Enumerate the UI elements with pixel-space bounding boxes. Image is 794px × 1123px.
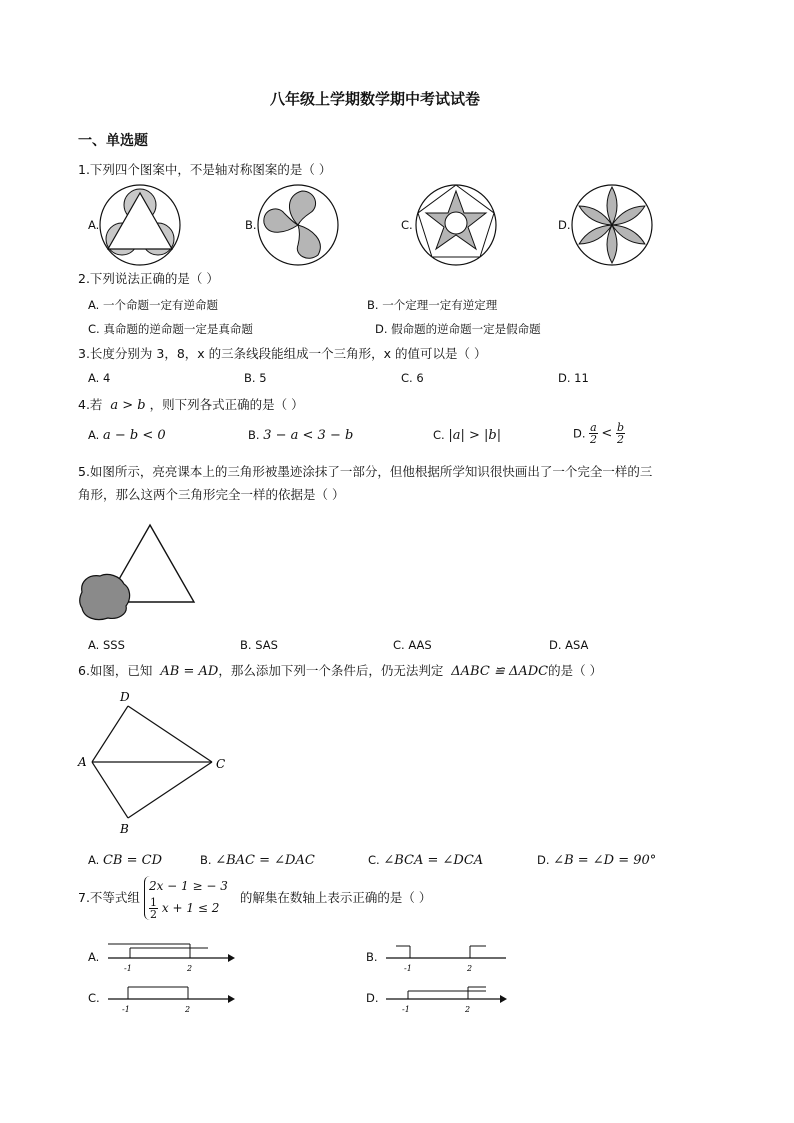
q4-option-b-label: B. bbox=[248, 428, 260, 442]
q4-option-d bbox=[573, 422, 625, 445]
q3-stem: 3.长度分别为 3，8，x 的三条线段能组成一个三角形，x 的值可以是（ ） bbox=[78, 346, 487, 361]
q6-stem-suffix: 的是（ ） bbox=[548, 663, 603, 678]
q3-option-c: C. 6 bbox=[401, 371, 424, 385]
q4-option-c-label: C. bbox=[433, 428, 445, 442]
q5-stem-line2: 角形，那么这两个三角形完全一样的依据是（ ） bbox=[78, 487, 345, 502]
less-than-sign: < bbox=[601, 426, 613, 441]
tick-label-2: 2 bbox=[467, 964, 473, 973]
q1-figure-a bbox=[98, 183, 182, 267]
q7-inequality-2-rest: x + 1 ≤ 2 bbox=[161, 901, 220, 915]
tick-label-neg1: -1 bbox=[402, 1005, 410, 1014]
frac-numerator: b bbox=[616, 421, 624, 434]
q6-stem-prefix: 6.如图，已知 bbox=[78, 663, 153, 678]
q1-figure-b bbox=[256, 183, 340, 267]
q7-number-line-d bbox=[382, 981, 514, 1015]
q7-option-a-label: A. bbox=[88, 950, 100, 964]
page-title: 八年级上学期数学期中考试试卷 bbox=[270, 90, 481, 108]
q1-stem: 1.下列四个图案中，不是轴对称图案的是（ ） bbox=[78, 162, 332, 177]
tick-label-neg1: -1 bbox=[122, 1005, 130, 1014]
q7-number-line-c bbox=[104, 981, 236, 1015]
tick-label-2: 2 bbox=[185, 1005, 191, 1014]
q7-number-line-a bbox=[104, 940, 236, 974]
q4-stem bbox=[78, 396, 304, 415]
q7-inequality-system bbox=[144, 876, 228, 920]
q4-option-a bbox=[88, 428, 166, 443]
tick-label-neg1: -1 bbox=[124, 964, 132, 973]
q7-stem-suffix: 的解集在数轴上表示正确的是（ ） bbox=[239, 890, 432, 905]
frac-denominator: 2 bbox=[149, 908, 157, 921]
q1-option-c-label: C. bbox=[401, 218, 413, 232]
vertex-label-d: D bbox=[120, 690, 130, 704]
q4-option-c-math: |a| > |b| bbox=[448, 428, 502, 443]
q6-option-c bbox=[368, 853, 483, 868]
q4-option-d-label: D. bbox=[573, 426, 586, 441]
q6-option-d bbox=[537, 853, 656, 868]
q7-inequality-1: 2x − 1 ≥ − 3 bbox=[148, 879, 228, 893]
q7-option-c-label: C. bbox=[88, 991, 100, 1005]
q6-stem-mid: ，那么添加下列一个条件后，仍无法判定 bbox=[218, 663, 444, 678]
q2-stem: 2.下列说法正确的是（ ） bbox=[78, 271, 219, 286]
q1-option-a-label: A. bbox=[88, 218, 100, 232]
q7-option-b-label: B. bbox=[366, 950, 378, 964]
q3-option-d: D. 11 bbox=[558, 371, 589, 385]
q7-half-frac bbox=[149, 897, 158, 920]
q6-option-a bbox=[88, 853, 162, 868]
q5-option-b: B. SAS bbox=[240, 638, 278, 652]
q6-option-a-label: A. bbox=[88, 853, 100, 867]
vertex-label-a: A bbox=[78, 755, 87, 769]
frac-denominator: 2 bbox=[589, 433, 597, 446]
q6-option-b-math: ∠BAC = ∠DAC bbox=[215, 853, 315, 868]
q7-option-d-label: D. bbox=[366, 991, 379, 1005]
q4-stem-math: a > b bbox=[110, 398, 146, 413]
frac-numerator: 1 bbox=[149, 896, 157, 909]
q1-figure-d bbox=[570, 183, 654, 267]
q2-option-d: D. 假命题的逆命题一定是假命题 bbox=[375, 322, 541, 336]
q4-stem-suffix: ，则下列各式正确的是（ ） bbox=[149, 397, 304, 412]
frac-numerator: a bbox=[590, 421, 597, 434]
q5-ink-triangle-figure bbox=[78, 522, 202, 626]
q4-stem-prefix: 4.若 bbox=[78, 397, 103, 412]
q6-option-a-math: CB = CD bbox=[102, 853, 163, 868]
q4-option-d-frac-right bbox=[616, 422, 625, 445]
q4-option-b-math: 3 − a < 3 − b bbox=[263, 428, 354, 443]
section-heading: 一、单选题 bbox=[78, 133, 148, 149]
q3-option-a: A. 4 bbox=[88, 371, 111, 385]
q6-kite-figure bbox=[74, 688, 234, 838]
q4-option-a-label: A. bbox=[88, 428, 100, 442]
tick-label-2: 2 bbox=[465, 1005, 471, 1014]
q1-option-d-label: D. bbox=[558, 218, 571, 232]
q6-stem-math2: ΔABC ≌ ΔADC bbox=[451, 664, 549, 679]
tick-label-2: 2 bbox=[187, 964, 193, 973]
q5-stem-line1: 5.如图所示，亮亮课本上的三角形被墨迹涂抹了一部分，但他根据所学知识很快画出了一个完全一样的三 bbox=[78, 464, 653, 479]
q1-figure-c bbox=[414, 183, 498, 267]
q6-option-d-math: ∠B = ∠D = 90° bbox=[553, 853, 657, 868]
q6-option-c-label: C. bbox=[368, 853, 380, 867]
q6-option-b-label: B. bbox=[200, 853, 212, 867]
q7-stem bbox=[78, 876, 431, 920]
q4-option-b bbox=[248, 428, 353, 443]
q7-number-line-b bbox=[382, 940, 514, 974]
q6-option-d-label: D. bbox=[537, 853, 550, 867]
q6-option-b bbox=[200, 853, 315, 868]
q1-option-b-label: B. bbox=[245, 218, 257, 232]
q5-option-a: A. SSS bbox=[88, 638, 125, 652]
q7-stem-prefix: 7.不等式组 bbox=[78, 890, 140, 905]
tick-label-neg1: -1 bbox=[404, 964, 412, 973]
q3-option-b: B. 5 bbox=[244, 371, 267, 385]
q2-option-c: C. 真命题的逆命题一定是真命题 bbox=[88, 322, 253, 336]
frac-denominator: 2 bbox=[616, 433, 624, 446]
vertex-label-b: B bbox=[120, 822, 129, 836]
q4-option-d-frac-left bbox=[589, 422, 598, 445]
q4-option-a-math: a − b < 0 bbox=[102, 428, 166, 443]
q6-stem bbox=[78, 662, 602, 681]
q6-option-c-math: ∠BCA = ∠DCA bbox=[383, 853, 484, 868]
q2-option-a: A. 一个命题一定有逆命题 bbox=[88, 298, 218, 312]
q5-option-d: D. ASA bbox=[549, 638, 589, 652]
q6-stem-math1: AB = AD bbox=[160, 664, 219, 679]
q7-inequality-2 bbox=[149, 896, 228, 920]
q4-option-c bbox=[433, 428, 501, 443]
vertex-label-c: C bbox=[216, 757, 226, 771]
q5-option-c: C. AAS bbox=[393, 638, 432, 652]
q2-option-b: B. 一个定理一定有逆定理 bbox=[367, 298, 498, 312]
